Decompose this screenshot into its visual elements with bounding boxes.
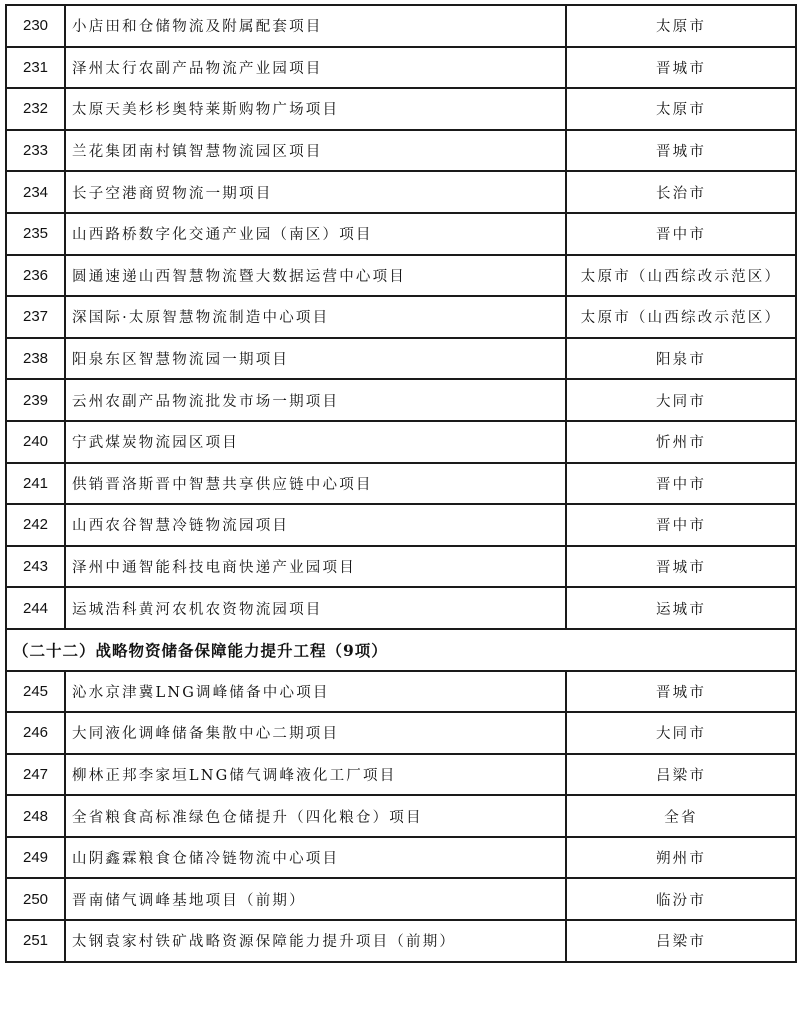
project-name: 沁水京津冀LNG调峰储备中心项目 — [65, 671, 566, 713]
project-location: 朔州市 — [566, 837, 796, 879]
project-location: 吕梁市 — [566, 920, 796, 962]
table-row — [6, 587, 796, 629]
row-number: 233 — [6, 130, 65, 172]
table-row — [6, 837, 796, 879]
table-row — [6, 379, 796, 421]
row-number: 236 — [6, 255, 65, 297]
row-number: 232 — [6, 88, 65, 130]
project-name: 山阴鑫霖粮食仓储冷链物流中心项目 — [65, 837, 566, 879]
project-name: 小店田和仓储物流及附属配套项目 — [65, 5, 566, 47]
project-name: 山西路桥数字化交通产业园（南区）项目 — [65, 213, 566, 255]
project-name: 运城浩科黄河农机农资物流园项目 — [65, 587, 566, 629]
table-row — [6, 296, 796, 338]
project-name: 兰花集团南村镇智慧物流园区项目 — [65, 130, 566, 172]
table-row — [6, 88, 796, 130]
row-number: 239 — [6, 379, 65, 421]
project-location: 太原市（山西综改示范区） — [566, 296, 796, 338]
row-number: 248 — [6, 795, 65, 837]
row-number: 237 — [6, 296, 65, 338]
row-number: 234 — [6, 171, 65, 213]
table-row — [6, 255, 796, 297]
table-row — [6, 920, 796, 962]
table-row — [6, 795, 796, 837]
row-number: 235 — [6, 213, 65, 255]
project-name: 大同液化调峰储备集散中心二期项目 — [65, 712, 566, 754]
row-number: 230 — [6, 5, 65, 47]
project-table-container — [5, 4, 795, 963]
project-location: 太原市（山西综改示范区） — [566, 255, 796, 297]
table-row — [6, 171, 796, 213]
project-location: 全省 — [566, 795, 796, 837]
project-location: 长治市 — [566, 171, 796, 213]
project-location: 太原市 — [566, 5, 796, 47]
project-location: 晋城市 — [566, 47, 796, 89]
project-location: 临汾市 — [566, 878, 796, 920]
project-name: 泽州太行农副产品物流产业园项目 — [65, 47, 566, 89]
project-location: 晋城市 — [566, 130, 796, 172]
table-row — [6, 754, 796, 796]
table-row — [6, 213, 796, 255]
project-location: 运城市 — [566, 587, 796, 629]
project-name: 太钢袁家村铁矿战略资源保障能力提升项目（前期） — [65, 920, 566, 962]
table-row — [6, 878, 796, 920]
project-location: 忻州市 — [566, 421, 796, 463]
table-row — [6, 463, 796, 505]
project-location: 阳泉市 — [566, 338, 796, 380]
project-name: 泽州中通智能科技电商快递产业园项目 — [65, 546, 566, 588]
table-row — [6, 130, 796, 172]
project-location: 大同市 — [566, 712, 796, 754]
row-number: 243 — [6, 546, 65, 588]
project-location: 晋城市 — [566, 546, 796, 588]
table-row — [6, 671, 796, 713]
row-number: 247 — [6, 754, 65, 796]
table-row — [6, 546, 796, 588]
section-title: （二十二）战略物资储备保障能力提升工程（9项） — [6, 629, 796, 671]
section-header-group — [6, 629, 796, 671]
row-number: 238 — [6, 338, 65, 380]
row-number: 244 — [6, 587, 65, 629]
project-name: 晋南储气调峰基地项目（前期） — [65, 878, 566, 920]
table-row — [6, 47, 796, 89]
project-name: 山西农谷智慧冷链物流园项目 — [65, 504, 566, 546]
table-row — [6, 5, 796, 47]
row-number: 240 — [6, 421, 65, 463]
project-name: 太原天美杉杉奥特莱斯购物广场项目 — [65, 88, 566, 130]
project-name: 供销晋洛斯晋中智慧共享供应链中心项目 — [65, 463, 566, 505]
row-number: 251 — [6, 920, 65, 962]
project-rows-group-a — [6, 5, 796, 629]
project-location: 晋中市 — [566, 463, 796, 505]
project-name: 云州农副产品物流批发市场一期项目 — [65, 379, 566, 421]
table-row — [6, 712, 796, 754]
project-location: 晋中市 — [566, 504, 796, 546]
table-row — [6, 421, 796, 463]
project-name: 阳泉东区智慧物流园一期项目 — [65, 338, 566, 380]
project-location: 晋城市 — [566, 671, 796, 713]
row-number: 231 — [6, 47, 65, 89]
project-name: 圆通速递山西智慧物流暨大数据运营中心项目 — [65, 255, 566, 297]
row-number: 249 — [6, 837, 65, 879]
project-location: 吕梁市 — [566, 754, 796, 796]
project-location: 晋中市 — [566, 213, 796, 255]
project-location: 大同市 — [566, 379, 796, 421]
project-rows-group-b — [6, 671, 796, 962]
table-row — [6, 338, 796, 380]
project-table — [5, 4, 797, 963]
table-row — [6, 504, 796, 546]
project-name: 长子空港商贸物流一期项目 — [65, 171, 566, 213]
project-name: 柳林正邦李家垣LNG储气调峰液化工厂项目 — [65, 754, 566, 796]
project-name: 全省粮食高标准绿色仓储提升（四化粮仓）项目 — [65, 795, 566, 837]
row-number: 242 — [6, 504, 65, 546]
row-number: 245 — [6, 671, 65, 713]
project-name: 深国际·太原智慧物流制造中心项目 — [65, 296, 566, 338]
project-location: 太原市 — [566, 88, 796, 130]
row-number: 241 — [6, 463, 65, 505]
project-name: 宁武煤炭物流园区项目 — [65, 421, 566, 463]
row-number: 246 — [6, 712, 65, 754]
row-number: 250 — [6, 878, 65, 920]
section-header-row — [6, 629, 796, 671]
